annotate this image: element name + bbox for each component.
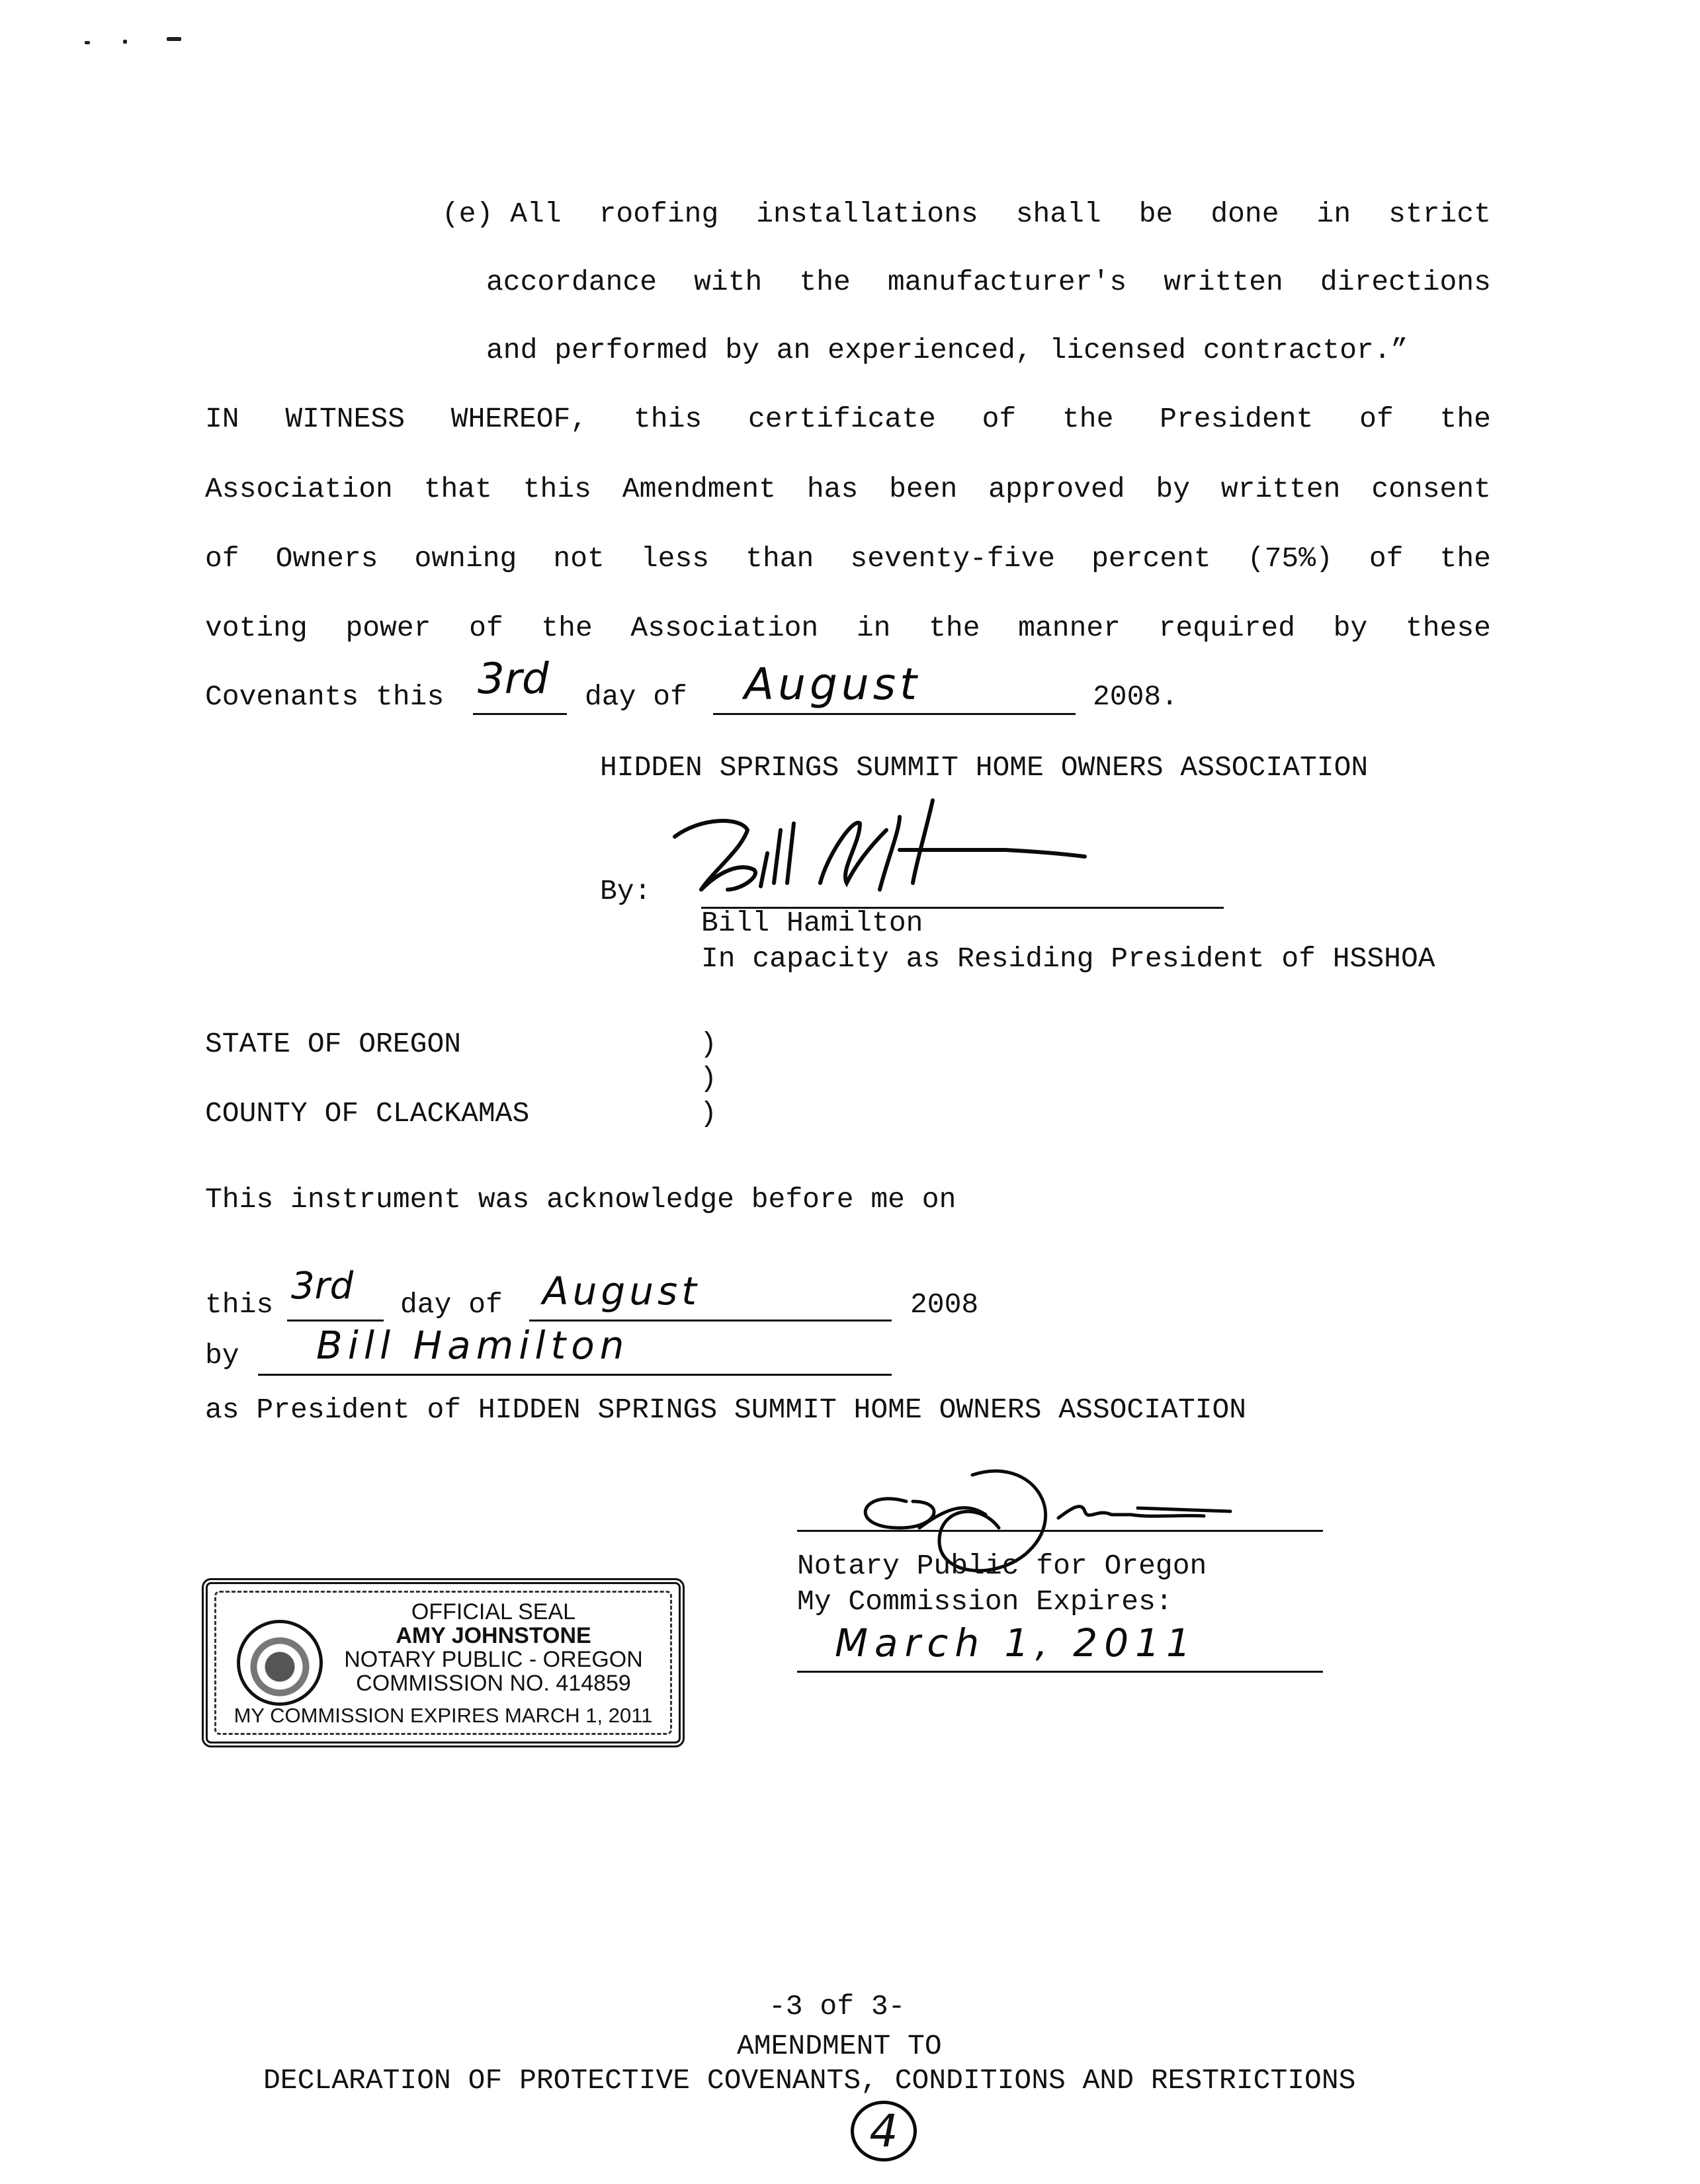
word: the [929, 612, 980, 644]
notary-title: Notary Public for Oregon [797, 1550, 1207, 1582]
word: these [1405, 612, 1491, 644]
witness-line-4 [205, 609, 1491, 648]
footer-declaration: DECLARATION OF PROTECTIVE COVENANTS, CONDITIONS AND RESTRICTIONS [263, 2064, 1356, 2097]
witness-line-2 [205, 470, 1491, 509]
seal-line-4: COMMISSION NO. 414859 [356, 1671, 631, 1696]
venue-paren-1: ) [700, 1028, 717, 1060]
word: the [541, 612, 593, 644]
notary-commission-line [797, 1671, 1323, 1673]
word: written [1164, 266, 1283, 298]
word: in [1316, 198, 1351, 230]
notary-signature-line [797, 1530, 1323, 1532]
word: approved [988, 473, 1125, 505]
ack-by-label: by [205, 1339, 239, 1372]
notary-commission-label: My Commission Expires: [797, 1585, 1173, 1618]
acknowledgment-intro: This instrument was acknowledge before me on [205, 1183, 956, 1216]
signer-name: Bill Hamilton [701, 907, 923, 939]
notary-official-seal [202, 1578, 685, 1747]
word: of [205, 542, 239, 575]
word: power [345, 612, 431, 644]
word: by [1156, 473, 1191, 505]
ack-day-of-label: day of [400, 1288, 503, 1321]
witness-line-3 [205, 539, 1491, 579]
seal-line-3: NOTARY PUBLIC - OREGON [344, 1647, 643, 1672]
footer-amendment: AMENDMENT TO [737, 2030, 942, 2062]
association-name: HIDDEN SPRINGS SUMMIT HOME OWNERS ASSOCIATION [600, 751, 1369, 784]
seal-line-2: AMY JOHNSTONE [396, 1623, 591, 1648]
word: Owners [275, 542, 378, 575]
notary-commission-handwritten: March 1, 2011 [835, 1620, 1197, 1665]
witness-year: 2008. [1093, 681, 1179, 713]
word: certificate [747, 403, 936, 435]
circled-page-number: 4 [851, 2101, 917, 2162]
witness-month-handwritten: August [744, 659, 921, 710]
venue-paren-2: ) [700, 1062, 717, 1095]
witness-day-handwritten: 3rd [478, 655, 549, 704]
word: shall [1015, 198, 1101, 230]
word: percent [1091, 542, 1211, 575]
state-seal-emblem [237, 1620, 323, 1706]
ack-as-line: as President of HIDDEN SPRINGS SUMMIT HOME OWNERS ASSOCIATION [205, 1394, 1247, 1426]
word: by [1333, 612, 1368, 644]
word: done [1211, 198, 1279, 230]
word: roofing [599, 198, 719, 230]
word: seventy-five [850, 542, 1056, 575]
word: that [423, 473, 492, 505]
witness-day-of-label: day of [585, 681, 687, 713]
clause-e-line-1 [442, 194, 1491, 234]
word: with [694, 266, 763, 298]
word: not [553, 542, 605, 575]
word: voting [205, 612, 308, 644]
witness-line-1 [205, 399, 1491, 439]
venue-state: STATE OF OREGON [205, 1028, 462, 1060]
word: strict [1388, 198, 1491, 230]
word: less [640, 542, 710, 575]
word: this [523, 473, 591, 505]
word: accordance [486, 266, 658, 298]
ack-this-label: this [205, 1288, 274, 1321]
seal-line-5: MY COMMISSION EXPIRES MARCH 1, 2011 [234, 1704, 653, 1727]
ack-month-line [529, 1320, 892, 1322]
word: written [1220, 473, 1341, 505]
word: President [1160, 403, 1314, 435]
word: (75%) [1247, 542, 1333, 575]
word: installations [756, 198, 978, 230]
by-label: By: [600, 875, 652, 907]
venue-county: COUNTY OF CLACKAMAS [205, 1097, 530, 1130]
ack-day-line [287, 1320, 384, 1322]
word: in [856, 612, 891, 644]
seal-line-1: OFFICIAL SEAL [411, 1599, 576, 1624]
ack-by-line [258, 1374, 892, 1376]
word: Amendment [622, 473, 777, 505]
word: WHEREOF, [450, 403, 588, 435]
word: manner [1018, 612, 1121, 644]
witness-day-line [473, 713, 567, 715]
word: been [889, 473, 958, 505]
word: of [1369, 542, 1404, 575]
word: directions [1320, 266, 1491, 298]
witness-month-line [713, 713, 1076, 715]
word: has [806, 473, 859, 505]
clause-e-line-3: and performed by an experienced, licensed contractor.” [486, 334, 1408, 366]
word: IN [205, 403, 239, 435]
word: owning [414, 542, 517, 575]
signer-capacity: In capacity as Residing President of HSSHOA [701, 943, 1435, 975]
word: WITNESS [285, 403, 405, 435]
word: the [1439, 542, 1491, 575]
covenants-this-label: Covenants this [205, 681, 445, 713]
ack-by-handwritten: Bill Hamilton [316, 1323, 630, 1368]
clause-e-line-2 [486, 263, 1491, 302]
word: this [633, 403, 702, 435]
word: the [1439, 403, 1491, 435]
word: manufacturer's [887, 266, 1127, 298]
word: Association [630, 612, 819, 644]
word: consent [1371, 473, 1491, 505]
ack-month-handwritten: August [542, 1269, 701, 1314]
word: of [469, 612, 503, 644]
word: required [1158, 612, 1296, 644]
word: the [1062, 403, 1114, 435]
word: of [982, 403, 1017, 435]
word: Association [205, 473, 393, 505]
word: (e) All [442, 198, 562, 230]
word: of [1359, 403, 1394, 435]
venue-paren-3: ) [700, 1097, 717, 1130]
ack-day-handwritten: 3rd [291, 1265, 354, 1308]
president-signature [661, 790, 1111, 909]
word: be [1138, 198, 1173, 230]
page-number: -3 of 3- [769, 1990, 906, 2023]
word: the [799, 266, 851, 298]
word: than [745, 542, 814, 575]
ack-year: 2008 [910, 1288, 979, 1321]
